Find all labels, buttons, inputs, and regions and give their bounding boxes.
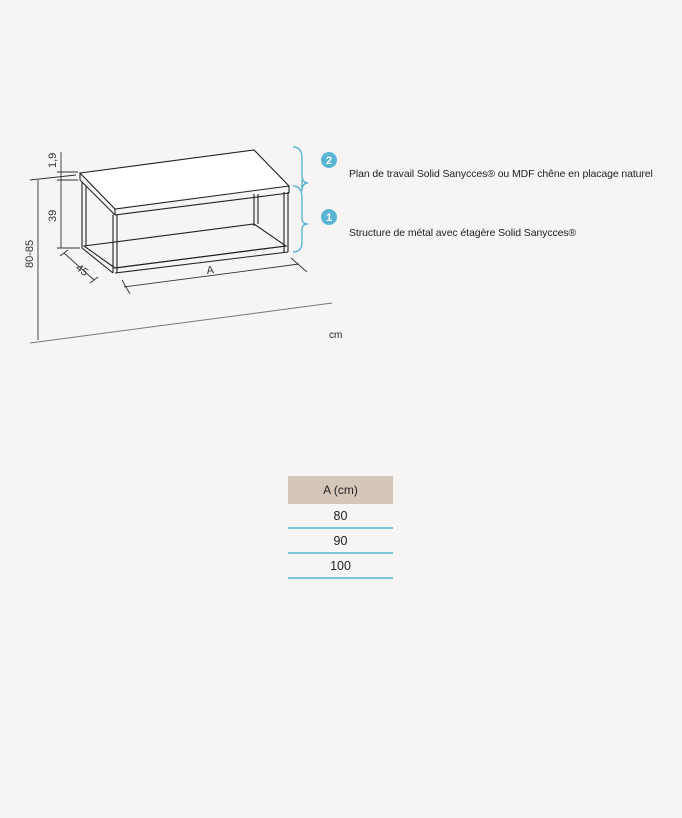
dim-label-width: A <box>205 264 215 277</box>
callout-text-worktop: Plan de travail Solid Sanycces® ou MDF chêne en placage naturel <box>349 168 653 180</box>
dim-label-top: 1,9 <box>47 152 59 168</box>
table-row <box>288 553 393 578</box>
table-row <box>288 504 393 528</box>
table-cell: 80 <box>288 504 393 528</box>
table-cell: 100 <box>288 553 393 578</box>
table-cell: 90 <box>288 528 393 553</box>
dim-top-thickness <box>57 152 78 182</box>
dim-label-shelf: 39 <box>47 209 59 222</box>
callout-badge-1-number: 1 <box>325 212 333 224</box>
dim-label-depth: 45 <box>73 261 91 279</box>
floor-line <box>30 303 332 343</box>
table-header: A (cm) <box>288 476 393 504</box>
dim-shelf-height <box>57 182 80 248</box>
table-row <box>288 528 393 553</box>
dimension-table <box>288 476 393 579</box>
callout-badge-2-number: 2 <box>325 155 333 167</box>
unit-label: cm <box>329 330 343 341</box>
callout-text-structure: Structure de métal avec étagère Solid Sanycces® <box>349 227 577 239</box>
dim-label-total: 80-85 <box>24 239 36 268</box>
bracket-structure <box>293 186 308 252</box>
bracket-worktop <box>293 147 308 191</box>
